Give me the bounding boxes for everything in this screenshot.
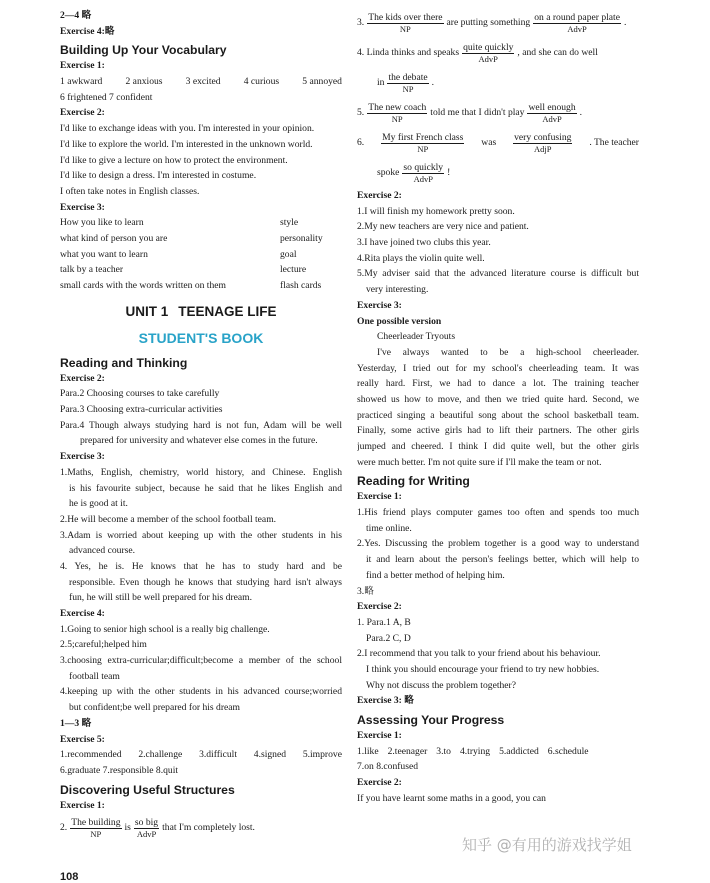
phrase: The new coach [368, 101, 427, 113]
fraction-line [357, 158, 639, 188]
item-number: 3. [357, 17, 365, 29]
text-line: 4.keeping up with the other students in his advanced course;worried [60, 686, 342, 698]
text-line: Para.3 Choosing extra-curricular activities [60, 404, 223, 416]
match-row [60, 278, 342, 294]
text-line: 1.Maths, English, chemistry, world history, and Chinese. English [60, 466, 342, 478]
phrase-tag: NP [402, 83, 414, 94]
text-line: is his favourite subject, because he said that he likes English and [69, 482, 342, 494]
phrase: on a round paper plate [534, 11, 620, 23]
section-heading: Discovering Useful Structures [60, 782, 235, 797]
text-line: I'd like to give a lecture on how to protect the environment. [60, 154, 288, 166]
section-heading: Reading and Thinking [60, 355, 188, 370]
text-line: 1.His friend plays computer games too often and spends too much [357, 507, 639, 519]
text-line: he is good at it. [69, 498, 128, 510]
phrase-tag: AdjP [534, 143, 552, 154]
text-run: , and she can do well [517, 47, 598, 59]
item-number: 5. [357, 107, 365, 119]
phrase: quite quickly [463, 41, 514, 53]
text-line: 1. Para.1 A, B [357, 616, 411, 628]
phrase: so quickly [403, 161, 444, 173]
text-line: fun, he will still be well prepared for his dream. [69, 592, 253, 604]
text-line: were much better. I'm not quite sure if I'll make the team or not. [357, 456, 602, 468]
answer-row [60, 747, 342, 763]
text-line: but confident;be well prepared for his dream [69, 702, 241, 714]
phrase-tag: NP [90, 828, 102, 839]
answer-row [357, 744, 639, 760]
phrase-label [402, 163, 444, 184]
phrase-label [533, 13, 621, 34]
exercise-label: Exercise 1: [357, 491, 402, 503]
fraction-line [357, 98, 639, 128]
answer-item: 4 curious [243, 76, 280, 88]
text-run: . The teacher [589, 137, 639, 149]
answer-item: 5 annoyed [302, 76, 342, 88]
text-line: 1.I will finish my homework pretty soon. [357, 205, 515, 217]
answer-item: 3.to [436, 745, 451, 757]
exercise-label: Exercise 3: 略 [357, 695, 414, 707]
text-line: 2—4 略 [60, 10, 92, 21]
text-line: 2.Yes. Discussing the problem together is a good way to understand [357, 538, 639, 550]
item-number: 6. [357, 137, 365, 149]
text-line: jumped and cheered. I think I did quite well, but the other girls [357, 441, 639, 452]
phrase-tag: NP [399, 23, 411, 34]
text-line: prepared for university and whatever else comes in the future. [80, 435, 318, 447]
answer-item: 4.trying [459, 745, 491, 757]
text-line: 1.Going to senior high school is a really big challenge. [60, 623, 270, 635]
text-run: in [377, 77, 385, 89]
exercise-label: Exercise 4: [60, 608, 105, 619]
text-line: 2.I recommend that you talk to your friend about his behaviour. [357, 648, 601, 660]
answer-item: 4.signed [253, 749, 287, 761]
phrase-label [134, 818, 159, 839]
section-heading: Reading for Writing [357, 474, 470, 489]
text-line: responsible. Even though he knows that studying hard isn't always [69, 576, 342, 588]
unit-title [60, 294, 342, 324]
text-line: 7.on 8.confused [357, 761, 419, 773]
term: goal [280, 248, 297, 260]
item-number: 2. [60, 822, 68, 834]
text-line: 5.My adviser said that the advanced literature course is difficult but [357, 268, 639, 280]
phrase-label [527, 103, 576, 124]
phrase: the debate [388, 71, 428, 83]
text-line: 2.My new teachers are very nice and patient. [357, 221, 529, 233]
term: lecture [280, 264, 307, 276]
text-line: I've always wanted to be a high-school cheerleader. [377, 346, 639, 358]
phrase-tag: AdvP [542, 113, 562, 124]
definition: small cards with the words written on them [60, 280, 226, 291]
definition: what kind of person you are [60, 232, 168, 244]
text-line: find a better method of helping him. [366, 569, 505, 581]
answer-item: 2.teenager [387, 745, 428, 757]
text-line: 6 frightened 7 confident [60, 91, 153, 103]
text-line: very interesting. [366, 284, 429, 296]
text-line: I often take notes in English classes. [60, 185, 200, 197]
answer-item: 6.schedule [547, 745, 589, 757]
text-run: spoke [377, 167, 400, 179]
answer-item: 5.addicted [499, 745, 539, 757]
text-line: Exercise 4:略 [60, 25, 115, 37]
section-heading: Building Up Your Vocabulary [60, 43, 227, 58]
unit-name: TEENAGE LIFE [178, 303, 277, 319]
fraction-line [357, 38, 639, 68]
match-row [60, 215, 342, 231]
exercise-label: Exercise 2: [60, 372, 105, 384]
phrase-label [513, 133, 572, 154]
text-line: time online. [366, 522, 412, 534]
fraction-line [357, 8, 639, 38]
text-line: 2.5;careful;helped him [60, 639, 147, 651]
exercise-label: Exercise 1: [60, 60, 105, 72]
text-line: If you have learnt some maths in a good, you can [357, 792, 546, 804]
answer-item: 1.recommended [60, 749, 122, 761]
definition: what you want to learn [60, 248, 148, 260]
exercise-label: Exercise 2: [357, 777, 402, 789]
term: personality [280, 232, 323, 244]
text-line: I think you should encourage your friend to try new hobbies. [366, 663, 600, 675]
definition: talk by a teacher [60, 264, 124, 276]
match-row [60, 231, 342, 247]
answer-item: 1.like [357, 745, 379, 757]
text-run: ! [447, 167, 451, 179]
students-book-heading: STUDENT'S BOOK [138, 329, 264, 346]
exercise-label: Exercise 3: [357, 299, 402, 311]
phrase-tag: AdvP [567, 23, 587, 34]
watermark: 知乎 @有用的游戏找学姐 [462, 836, 632, 854]
text-run: told me that I didn't play [430, 107, 525, 119]
phrase: well enough [528, 101, 576, 113]
text-line: Para.2 Choosing courses to take carefully [60, 388, 220, 400]
answer-item: 2.challenge [138, 749, 183, 761]
phrase-label [381, 133, 464, 154]
text-line: 3.Adam is worried about keeping up with the other students in his [60, 529, 342, 541]
text-line: practiced singing a beautiful song about the school basketball team. [357, 409, 639, 421]
phrase: The kids over there [368, 11, 443, 23]
exercise-label: Exercise 2: [357, 601, 402, 613]
definition: How you like to learn [60, 217, 144, 229]
answer-item: 1 awkward [60, 76, 103, 88]
text-line: 2.He will become a member of the school football team. [60, 513, 277, 525]
text-line: I'd like to design a dress. I'm interested in costume. [60, 170, 257, 182]
text-line: 3.choosing extra-curricular;difficult;become a member of the school [60, 655, 342, 667]
text-line: I'd like to exchange ideas with you. I'm interested in your opinion. [60, 123, 315, 135]
text-run: . [579, 107, 583, 119]
phrase-tag: AdvP [413, 173, 433, 184]
fraction-line [60, 813, 342, 843]
exercise-label: Exercise 3: [60, 451, 105, 463]
phrase-label [367, 13, 443, 34]
left-column [60, 8, 342, 843]
section-heading: Assessing Your Progress [357, 713, 505, 727]
exercise-label: Exercise 1: [357, 730, 402, 741]
phrase-label [387, 73, 428, 94]
fraction-line [357, 68, 639, 98]
text-line: advanced course. [69, 545, 136, 557]
text-line: 3.略 [357, 585, 374, 597]
phrase: so big [134, 816, 159, 828]
phrase-label [70, 818, 121, 839]
text-line: Para.2 C, D [366, 632, 411, 644]
exercise-label: Exercise 2: [357, 190, 402, 201]
text-line: 3.I have joined two clubs this year. [357, 237, 491, 249]
match-row [60, 247, 342, 263]
phrase-label [462, 43, 514, 64]
answer-item: 3.difficult [199, 749, 237, 761]
match-row [60, 262, 342, 278]
text-run: was [481, 137, 497, 149]
phrase-tag: NP [391, 113, 403, 124]
text-line: showed us how to move, and then we tried quite hard. Second, we [357, 393, 639, 405]
text-line: 4. Yes, he is. He knows that he has to study hard and be [60, 560, 342, 572]
text-line: Why not discuss the problem together? [366, 679, 517, 691]
text-line: 6.graduate 7.responsible 8.quit [60, 764, 179, 776]
text-run: are putting something [446, 17, 531, 29]
essay-title: Cheerleader Tryouts [377, 331, 456, 343]
answer-item: 2 anxious [125, 76, 163, 88]
text-line: I'd like to explore the world. I'm interested in the unknown world. [60, 138, 313, 150]
text-line: it and learn about the person's feelings better, which will help to [366, 554, 639, 566]
exercise-label: Exercise 1: [60, 799, 105, 811]
phrase: very confusing [514, 131, 572, 143]
text-line: 1—3 略 [60, 717, 92, 729]
answer-item: 3 excited [185, 76, 221, 88]
phrase-tag: NP [417, 143, 429, 154]
term: style [280, 217, 299, 229]
text-run: that I'm completely lost. [162, 822, 255, 834]
text-run: . [623, 17, 627, 29]
text-line: 4.Rita plays the violin quite well. [357, 252, 485, 264]
phrase-tag: AdvP [478, 53, 498, 64]
text-line: Para.4 Though always studying hard is not fun, Adam will be well [60, 419, 342, 431]
exercise-label: Exercise 3: [60, 201, 105, 213]
answer-item: 5.improve [302, 749, 342, 761]
exercise-label: Exercise 5: [60, 733, 105, 745]
exercise-label: Exercise 2: [60, 107, 105, 119]
text-run: . [431, 77, 435, 89]
phrase: My first French class [382, 131, 464, 143]
answer-row [60, 74, 342, 90]
text-line: football team [69, 670, 120, 682]
text-run: 4. Linda thinks and speaks [357, 47, 460, 59]
text-line: Yesterday, I tried out for my school's cheerleading team. It was [357, 362, 639, 374]
version-label: One possible version [357, 315, 442, 327]
fraction-line [357, 128, 639, 158]
phrase: The building [71, 816, 121, 828]
text-line: Finally, some active girls had to lift their partners. The other girls [357, 425, 639, 437]
page-number: 108 [60, 871, 79, 883]
right-column [357, 8, 639, 806]
text-run: is [124, 822, 131, 834]
unit-label: UNIT 1 [125, 303, 169, 319]
phrase-tag: AdvP [136, 828, 157, 839]
term: flash cards [280, 280, 322, 291]
text-line: really hard. First, we had to dance a lot. The training teacher [357, 378, 639, 390]
phrase-label [367, 103, 427, 124]
